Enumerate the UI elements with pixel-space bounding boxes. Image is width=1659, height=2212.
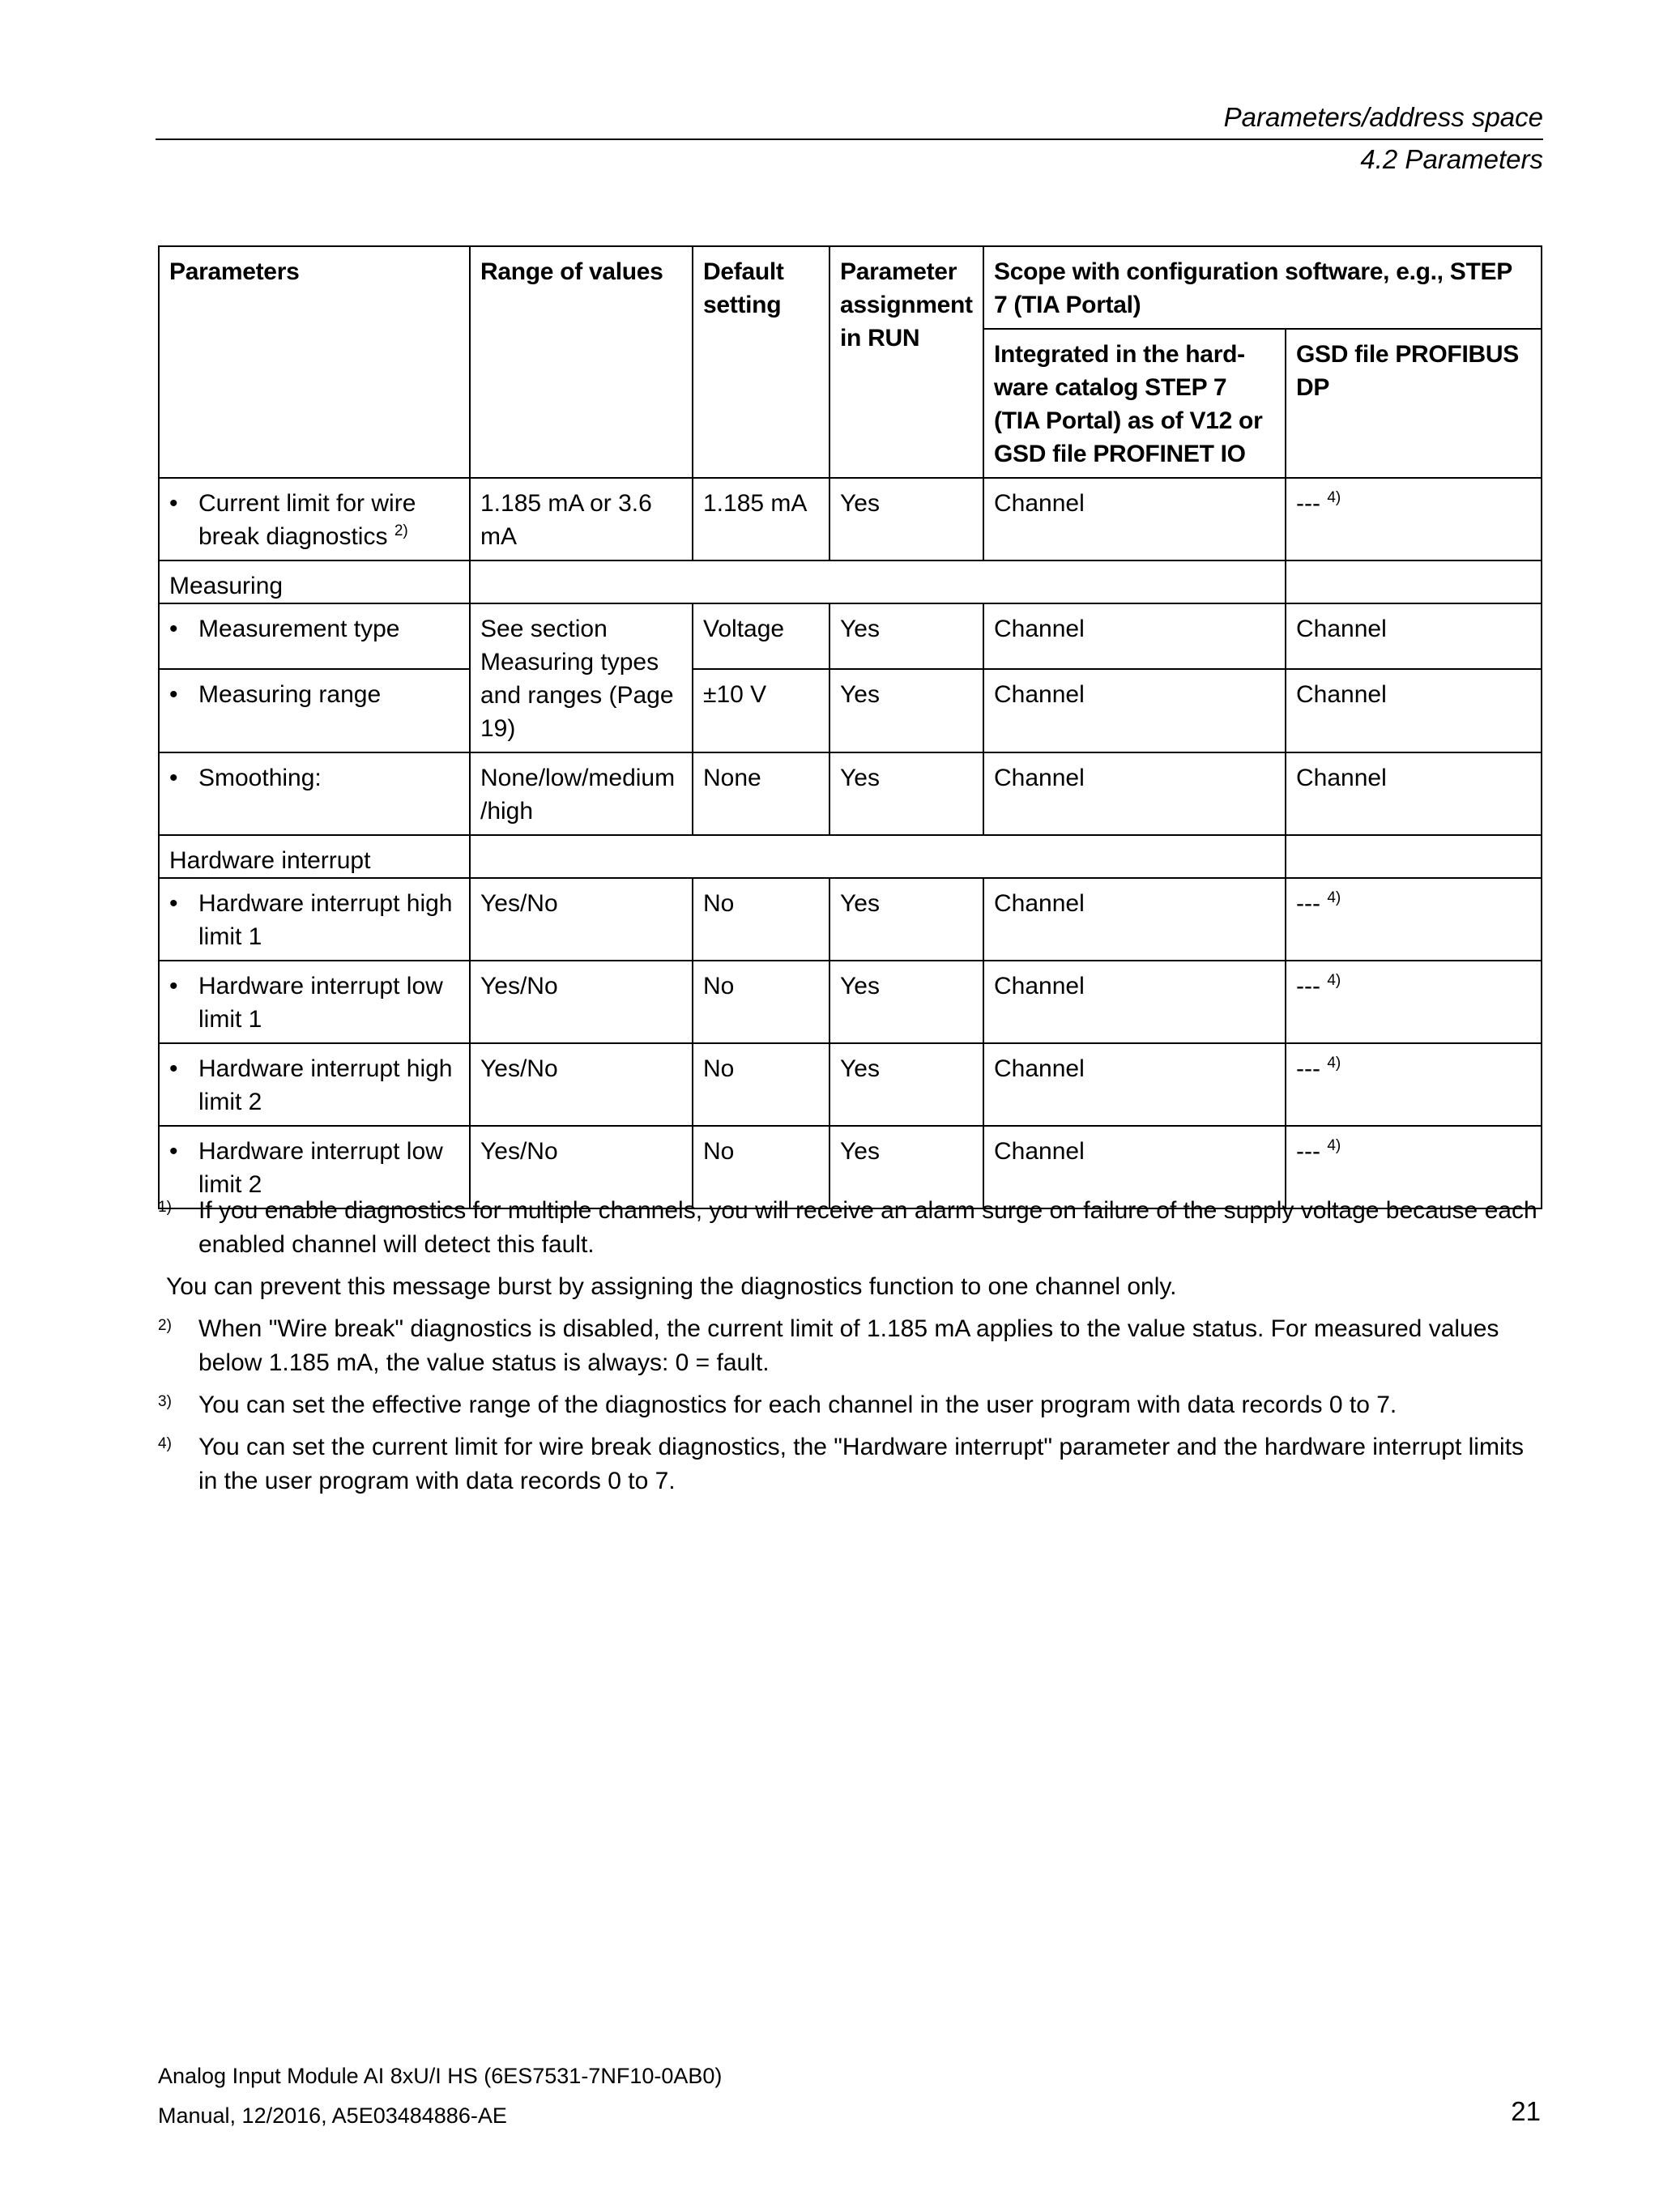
param-cell: • Hardware interrupt low limit 1 [159, 961, 470, 1043]
range-cell: None/low/medium /high [470, 752, 693, 835]
parameters-table [158, 245, 1542, 1209]
gsd-value: --- [1296, 1138, 1320, 1165]
section-row-hardware-interrupt [159, 835, 1542, 878]
section-label: Hardware interrupt [159, 835, 470, 878]
section-filler [1286, 835, 1542, 878]
range-cell: 1.185 mA or 3.6 mA [470, 478, 693, 560]
table-row [159, 478, 1542, 560]
param-cell: • Smoothing: [159, 752, 470, 835]
footnote-2 [158, 1312, 1543, 1380]
header-default: Default setting [693, 246, 830, 478]
footnote-ref: 4) [1327, 972, 1341, 989]
default-cell: ±10 V [693, 669, 830, 752]
footnote-4 [158, 1430, 1543, 1498]
page-number: 21 [1511, 2096, 1541, 2126]
footer-product: Analog Input Module AI 8xU/I HS (6ES7531-7NF10-0AB0) [158, 2064, 723, 2088]
running-header-subsection: 4.2 Parameters [1360, 144, 1543, 174]
run-cell: Yes [830, 1043, 983, 1126]
gsd-value: --- [1296, 890, 1320, 917]
header-scope-gsd: GSD file PROFIBUS DP [1286, 329, 1542, 478]
footnote-ref: 4) [1327, 889, 1341, 906]
param-cell: • Hardware interrupt high limit 2 [159, 1043, 470, 1126]
footnote-ref: 4) [1327, 1055, 1341, 1072]
gsd-value: --- [1296, 973, 1320, 999]
footnote-mark: 4) [158, 1435, 172, 1452]
integrated-cell: Channel [983, 752, 1286, 835]
integrated-cell: Channel [983, 478, 1286, 560]
param-cell: • Hardware interrupt high limit 1 [159, 878, 470, 961]
footnote-text: When "Wire break" diagnostics is disabled, the current limit of 1.185 mA applies to the value status. For measured values below 1.185 mA, the value status is always: 0 = fault. [198, 1315, 1499, 1376]
default-cell: 1.185 mA [693, 478, 830, 560]
run-cell: Yes [830, 961, 983, 1043]
gsd-cell: Channel [1286, 752, 1542, 835]
header-rule [156, 139, 1543, 140]
run-cell: Yes [830, 478, 983, 560]
footnote-text: If you enable diagnostics for multiple channels, you will receive an alarm surge on failure of the supply voltage because each enabled channel will detect this fault. [198, 1197, 1537, 1258]
header-scope-integrated: Integrated in the hard-ware catalog STEP 7 (TIA Portal) as of V12 or GSD file PROFINET IO [983, 329, 1286, 478]
header-parameters: Parameters [159, 246, 470, 478]
range-cell: Yes/No [470, 961, 693, 1043]
section-row-measuring [159, 560, 1542, 603]
table-row [159, 752, 1542, 835]
section-filler [470, 560, 1286, 603]
table-row [159, 878, 1542, 961]
range-cell: Yes/No [470, 1126, 693, 1208]
table-header-row [159, 246, 1542, 329]
param-cell: • Measurement type [159, 603, 470, 669]
default-cell: No [693, 1126, 830, 1208]
table-row [159, 961, 1542, 1043]
gsd-cell [1286, 878, 1542, 961]
footnote-text: You can set the current limit for wire break diagnostics, the "Hardware interrupt" parameter and the hardware interrupt limits in the user program with data records 0 to 7. [198, 1434, 1524, 1494]
range-cell: See section Measuring types and ranges (Page 19) [470, 603, 693, 752]
running-header-section: Parameters/address space [1223, 102, 1543, 132]
gsd-cell [1286, 961, 1542, 1043]
gsd-value: --- [1296, 1055, 1320, 1082]
section-label: Measuring [159, 560, 470, 603]
default-cell: No [693, 878, 830, 961]
param-cell [159, 478, 470, 560]
footnote-3 [158, 1388, 1543, 1422]
gsd-cell [1286, 1043, 1542, 1126]
default-cell: None [693, 752, 830, 835]
param-name: Current limit for wire break diagnostics [198, 490, 416, 550]
footnote-text: You can set the effective range of the diagnostics for each channel in the user program with data records 0 to 7. [198, 1392, 1397, 1418]
run-cell: Yes [830, 752, 983, 835]
header-range: Range of values [470, 246, 693, 478]
gsd-value: --- [1296, 490, 1320, 517]
range-cell: Yes/No [470, 1043, 693, 1126]
gsd-cell [1286, 478, 1542, 560]
param-cell: • Measuring range [159, 669, 470, 752]
table-row [159, 669, 1542, 752]
gsd-cell: Channel [1286, 603, 1542, 669]
run-cell: Yes [830, 669, 983, 752]
table-row [159, 1043, 1542, 1126]
footnote-1 [158, 1194, 1543, 1262]
integrated-cell: Channel [983, 878, 1286, 961]
footnote-ref: 4) [1327, 489, 1341, 506]
param-cell: • Hardware interrupt low limit 2 [159, 1126, 470, 1208]
gsd-cell: Channel [1286, 669, 1542, 752]
default-cell: No [693, 961, 830, 1043]
footnote-mark: 1) [158, 1199, 172, 1216]
integrated-cell: Channel [983, 961, 1286, 1043]
header-scope: Scope with configuration software, e.g., STEP 7 (TIA Portal) [983, 246, 1542, 329]
run-cell: Yes [830, 1126, 983, 1208]
footer-manual: Manual, 12/2016, A5E03484886-AE [158, 2103, 507, 2128]
footnote-1-extra: You can prevent this message burst by assigning the diagnostics function to one channel only. [166, 1273, 1177, 1300]
range-cell: Yes/No [470, 878, 693, 961]
integrated-cell: Channel [983, 1126, 1286, 1208]
footnote-mark: 3) [158, 1393, 172, 1410]
section-filler [470, 835, 1286, 878]
integrated-cell: Channel [983, 669, 1286, 752]
footnote-ref: 4) [1327, 1137, 1341, 1154]
section-filler [1286, 560, 1542, 603]
header-run: Parameter assignment in RUN [830, 246, 983, 478]
integrated-cell: Channel [983, 603, 1286, 669]
integrated-cell: Channel [983, 1043, 1286, 1126]
run-cell: Yes [830, 603, 983, 669]
footnote-ref: 2) [394, 522, 408, 539]
table-row [159, 603, 1542, 669]
default-cell: Voltage [693, 603, 830, 669]
footnotes [158, 1194, 1543, 1507]
run-cell: Yes [830, 878, 983, 961]
footnote-mark: 2) [158, 1317, 172, 1334]
default-cell: No [693, 1043, 830, 1126]
